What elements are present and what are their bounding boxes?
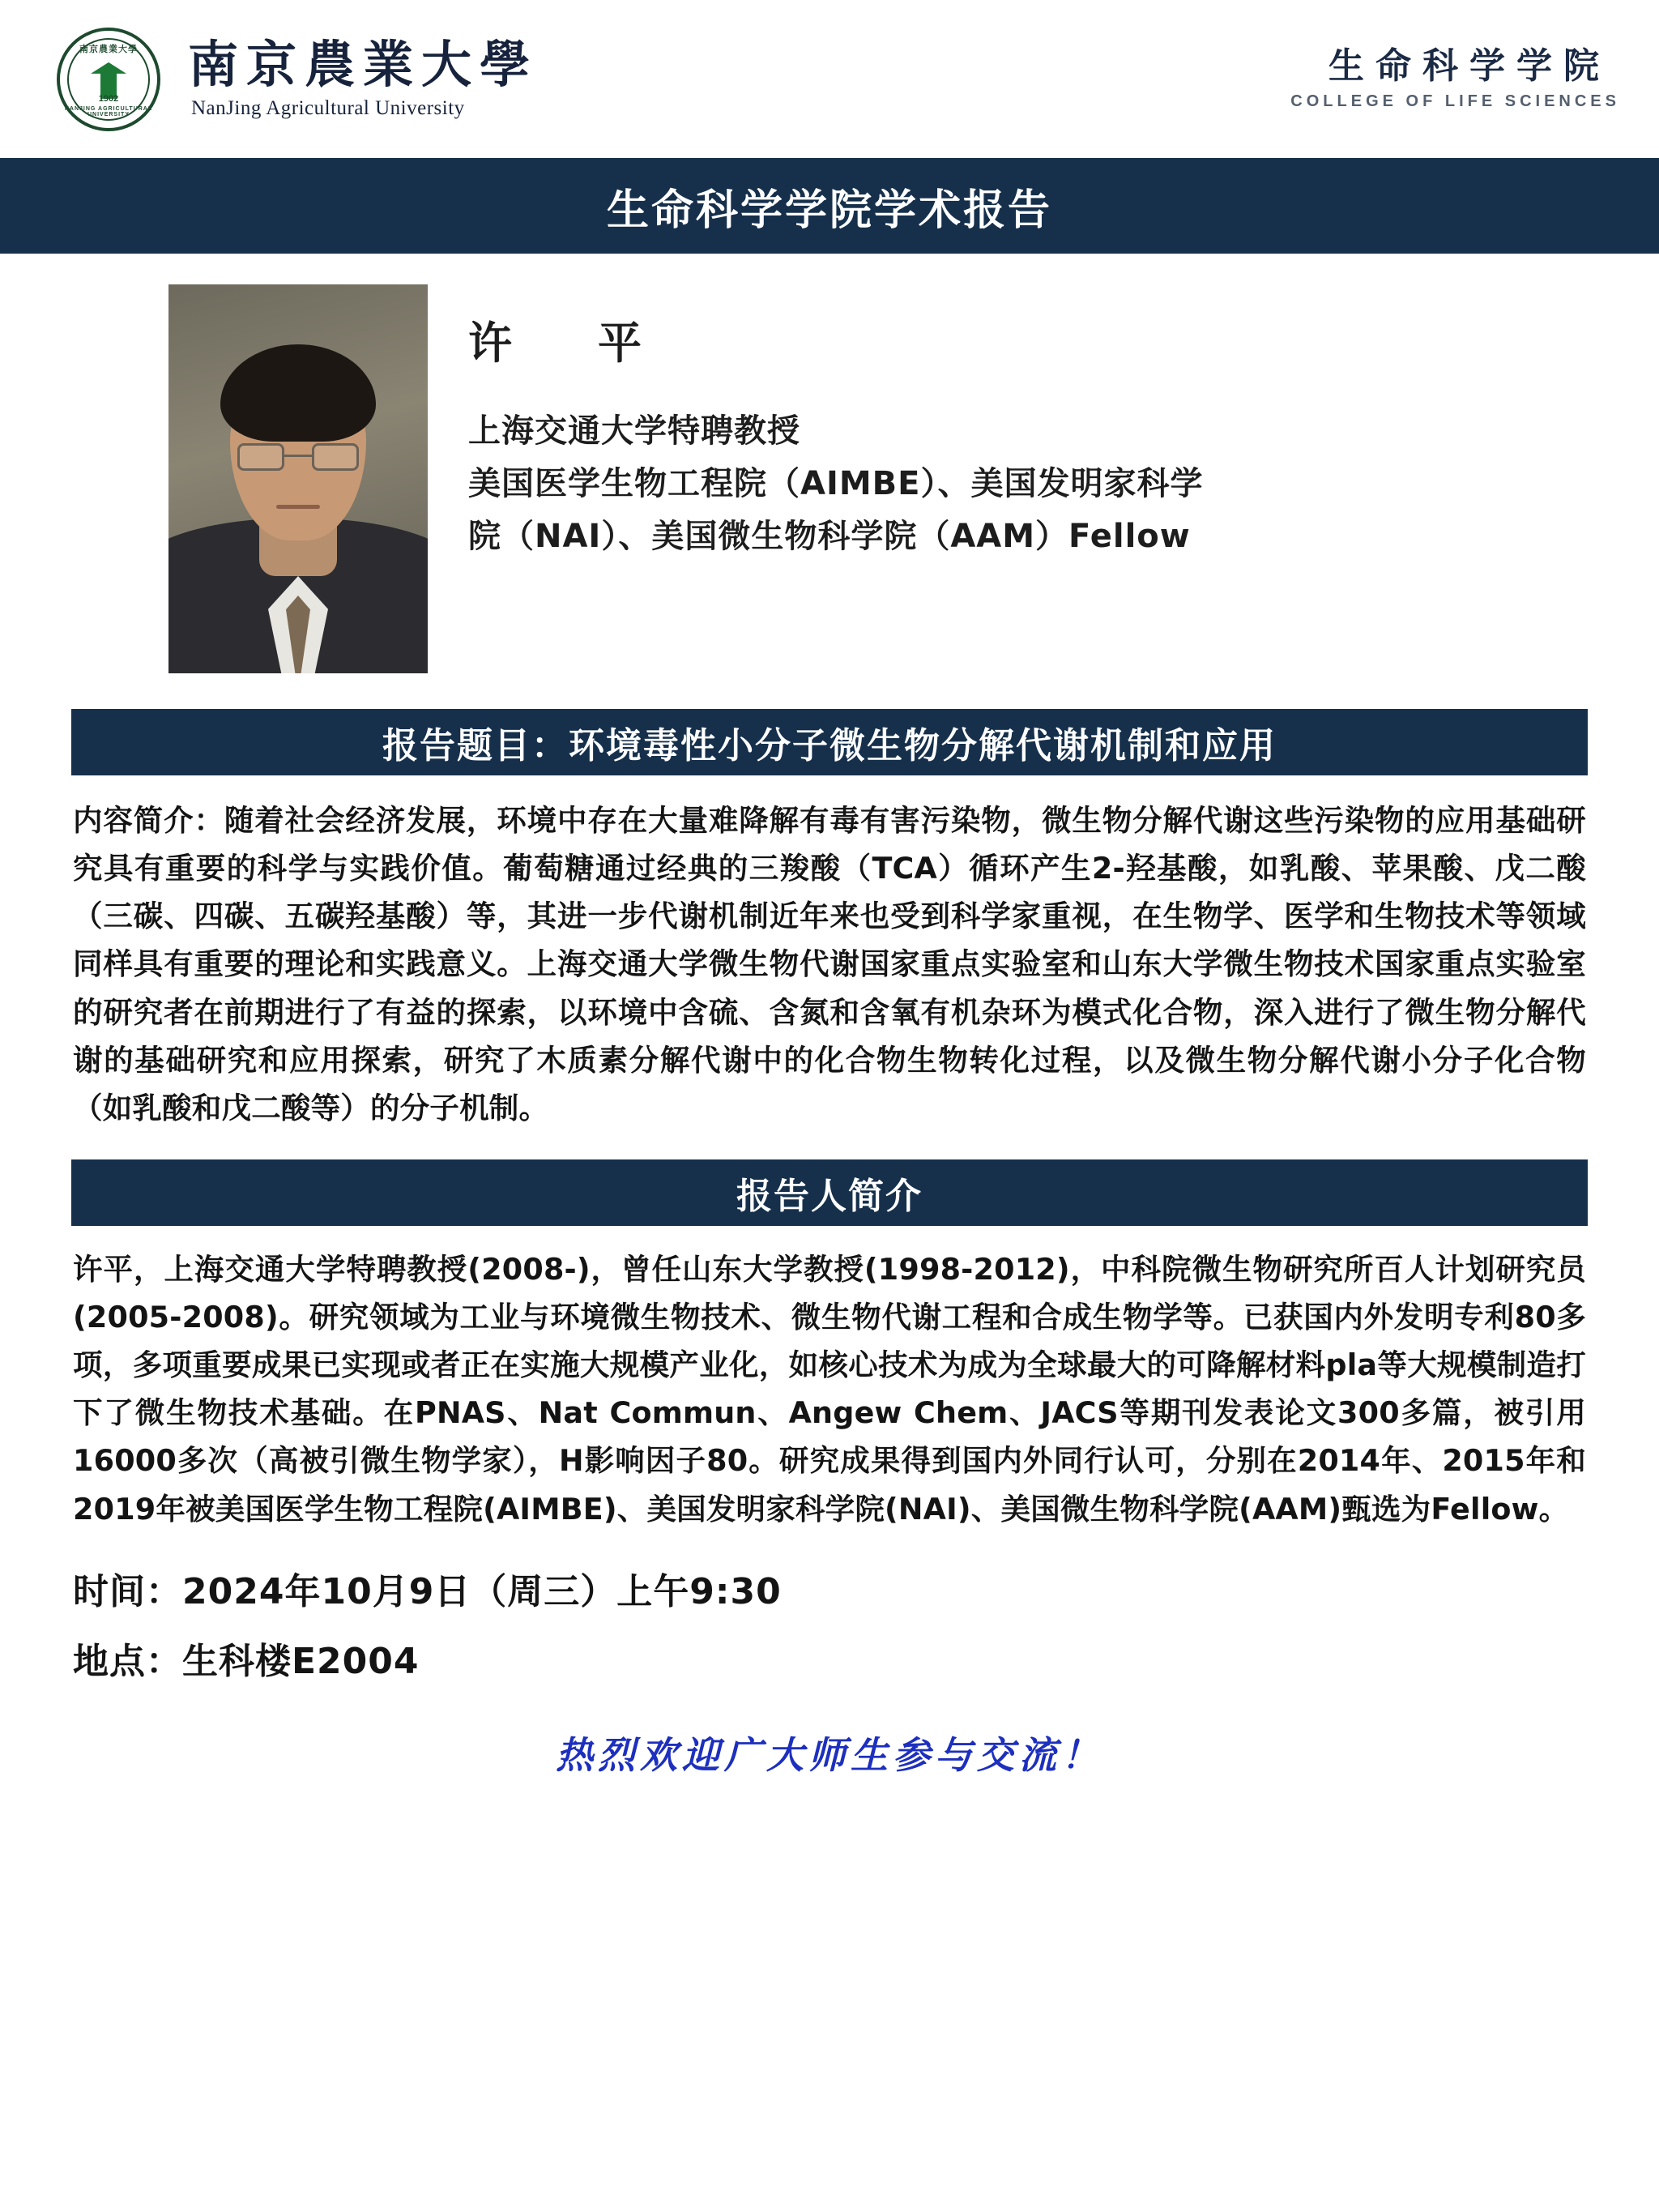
speaker-title-line: 院（NAI）、美国微生物科学院（AAM）Fellow bbox=[468, 517, 1191, 555]
speaker-info bbox=[468, 284, 1203, 673]
event-location: 地点：生科楼E2004 bbox=[73, 1640, 420, 1682]
university-names bbox=[188, 35, 539, 120]
glasses-icon bbox=[237, 443, 359, 471]
seal-bottom-text: NANJING AGRICULTURAL UNIVERSITY bbox=[64, 105, 153, 117]
topic-section-bar bbox=[71, 709, 1588, 775]
page-header bbox=[0, 0, 1659, 158]
topic-title: 报告题目：环境毒性小分子微生物分解代谢机制和应用 bbox=[382, 725, 1277, 767]
welcome-message: 热烈欢迎广大师生参与交流！ bbox=[556, 1732, 1103, 1777]
university-identity bbox=[57, 28, 538, 131]
university-seal-icon bbox=[57, 28, 160, 131]
speaker-title-line: 上海交通大学特聘教授 bbox=[468, 412, 800, 450]
speaker-title-line: 美国医学生物工程院（AIMBE）、美国发明家科学 bbox=[468, 464, 1204, 502]
university-name-en: NanJing Agricultural University bbox=[191, 96, 465, 119]
event-time: 时间：2024年10月9日（周三）上午9:30 bbox=[73, 1570, 782, 1612]
seal-top-text: 南京農業大學 bbox=[79, 44, 138, 54]
speaker-portrait bbox=[168, 284, 428, 673]
university-name-cn: 南京農業大學 bbox=[188, 35, 539, 95]
bio-title: 报告人简介 bbox=[736, 1175, 923, 1217]
topic-abstract: 内容简介：随着社会经济发展，环境中存在大量难降解有毒有害污染物，微生物分解代谢这些污染物的应用基础研究具有重要的科学与实践价值。葡萄糖通过经典的三羧酸（TCA）循环产生2-羟基酸，如乳酸、苹果酸、戊二酸（三碳、四碳、五碳羟基酸）等，其进一步代谢机制近年来也受到科学家重视，在生物学、医学和生物技术等领域同样具有重要的理论和实践意义。上海交通大学微生物代谢国家重点实验室和山东大学微生物技术国家重点实验室的研究者在前期进行了有益的探索，以环境中含硫、含氮和含氧有机杂环为模式化合物，深入进行了微生物分解代谢的基础研究和应用探索，研究了木质素分解代谢中的化合物生物转化过程，以及微生物分解代谢小分子化合物（如乳酸和戊二酸等）的分子机制。 bbox=[73, 803, 1586, 1125]
bio-section-bar bbox=[71, 1159, 1588, 1226]
poster-title-banner bbox=[0, 158, 1659, 254]
poster-title: 生命科学学院学术报告 bbox=[606, 186, 1052, 235]
college-name-cn: 生命科学学院 bbox=[1328, 45, 1610, 87]
college-identity bbox=[1290, 47, 1620, 111]
bio-text: 许平，上海交通大学特聘教授(2008-)，曾任山东大学教授(1998-2012)，中科院微生物研究所百人计划研究员(2005-2008)。研究领域为工业与环境微生物技术、微生物代谢工程和合成生物学等。已获国内外发明专利80多项，多项重要成果已实现或者正在实施大规模产业化，如核心技术为成为全球最大的可降解材料pla等大规模制造打下了微生物技术基础。在PNAS、Nat Commun、Angew Chem、JACS等期刊发表论文300多篇，被引用16000多次（高被引微生物学家），H影响因子80。研究成果得到国内外同行认可，分别在2014年、2015年和2019年被美国医学生物工程院(AIMBE)、美国发明家科学院(NAI)、美国微生物科学院(AAM)甄选为Fellow。 bbox=[73, 1251, 1586, 1527]
speaker-section bbox=[0, 254, 1659, 673]
college-name-en: COLLEGE OF LIFE SCIENCES bbox=[1290, 92, 1620, 111]
seal-year: 1902 bbox=[98, 93, 119, 104]
speaker-name: 许 平 bbox=[468, 318, 663, 369]
